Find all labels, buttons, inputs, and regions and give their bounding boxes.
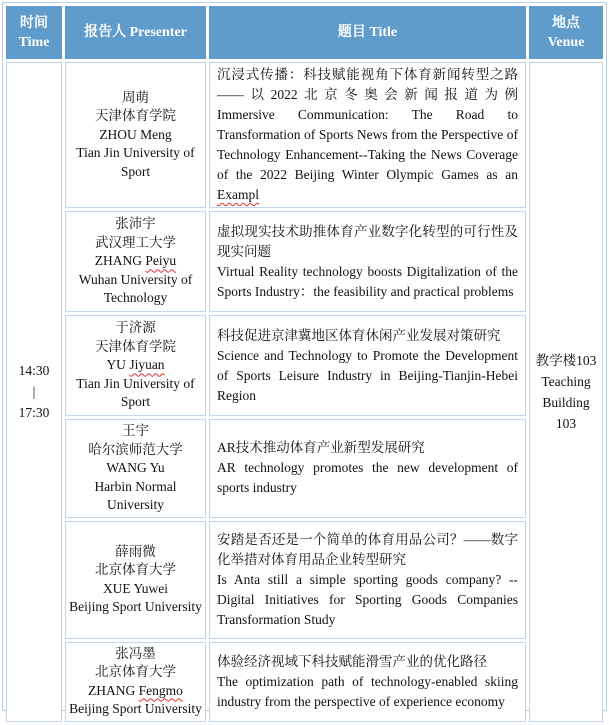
time-cell (6, 62, 62, 722)
time-start: 14:30 (18, 363, 50, 379)
table-row (6, 642, 603, 722)
presenter-org-zh: 武汉理工大学 (95, 234, 176, 250)
title-en-text: Science and Technology to Promote the Development of Sports Leisure Industry in Beijing-Tianjin-Hebei Region (217, 347, 518, 403)
title-en-text: Is Anta still a simple sporting goods company? -- Digital Initiatives for Sporting Goods Companies Transformation Study (217, 571, 518, 627)
presenter-name-zh: 王宇 (122, 423, 149, 438)
table-row (6, 315, 603, 416)
presenter-org-zh: 天津体育学院 (95, 338, 176, 354)
presenter-name-zh: 薛雨微 (115, 543, 156, 559)
venue-line2: Teaching (541, 373, 591, 389)
title-en-text: The optimization path of technology-enabled skiing industry from the perspective of experience economy (217, 673, 518, 709)
title-cell (209, 315, 526, 416)
presenter-name-en-text: XUE Yuwei (102, 580, 169, 596)
title-cell (209, 419, 526, 518)
title-en (217, 672, 518, 712)
header-presenter-label: 报告人 Presenter (84, 25, 187, 40)
presenter-name-en (69, 252, 202, 271)
presenter-name-en (69, 580, 202, 599)
title-zh: 沉浸式传播：科技赋能视角下体育新闻转型之路——以2022北京冬奥会新闻报道为例 (217, 67, 518, 102)
header-time-zh: 时间 (20, 15, 48, 31)
title-zh: 体验经济视域下科技赋能滑雪产业的优化路径 (217, 653, 487, 669)
header-time-en: Time (18, 34, 50, 50)
presenter-org-en: Harbin Normal University (94, 478, 177, 512)
venue-line3: Building 103 (542, 394, 590, 431)
title-en (217, 262, 518, 302)
time-separator: | (32, 384, 36, 400)
presenter-cell (65, 521, 206, 639)
presenter-name-en-text: ZHANG (88, 682, 139, 698)
presenter-cell (65, 419, 206, 518)
presenter-cell (65, 315, 206, 416)
table-row (6, 521, 603, 639)
title-en-text: Immersive Communication: The Road to Transformation of Sports News from the Perspective of Technology Enhancement--Taking the News Coverage of the 2022 Beijing Winter Olympic Games as an (217, 107, 518, 182)
column-header-title (209, 6, 526, 59)
title-en (217, 570, 518, 630)
title-cell (209, 521, 526, 639)
table-row (6, 419, 603, 518)
spellcheck-word: Peiyu (145, 253, 177, 269)
presenter-name-zh: 于济源 (115, 320, 156, 336)
table-row (6, 62, 603, 208)
presenter-name-zh: 张冯墨 (115, 645, 156, 661)
presenter-org-en: Wuhan University of Technology (78, 271, 193, 306)
presenter-name-en-text: YU (106, 357, 130, 373)
presenter-name-en (69, 126, 202, 145)
presenter-org-en: Beijing Sport University (69, 701, 202, 716)
presenter-name-zh: 周萌 (122, 89, 149, 105)
header-venue-en: Venue (547, 34, 585, 50)
conference-schedule-table (3, 3, 606, 725)
presenter-org-en: Tian Jin University of Sport (76, 375, 195, 410)
presenter-name-en-text: ZHANG (94, 253, 146, 269)
title-zh: 虚拟现实技术助推体育产业数字化转型的可行性及现实问题 (217, 223, 518, 259)
title-zh: AR技术推动体育产业新型发展研究 (217, 440, 425, 456)
presenter-org-zh: 北京体育大学 (95, 664, 176, 679)
presenter-cell (65, 62, 206, 208)
presenter-name-en (69, 356, 202, 375)
header-row (6, 6, 603, 59)
presenter-cell (65, 642, 206, 722)
title-zh: 安踏是否还是一个简单的体育用品公司？——数字化举措对体育用品企业转型研究 (217, 531, 518, 567)
title-en-text: Virtual Reality technology boosts Digitalization of the Sports Industry：the feasibility and practical problems (217, 263, 518, 299)
spellcheck-word: Jiyuan (129, 357, 165, 373)
title-cell (209, 62, 526, 208)
presenter-cell (65, 211, 206, 312)
title-cell (209, 642, 526, 722)
column-header-venue (529, 6, 603, 59)
spellcheck-word: Exampl (217, 187, 259, 202)
title-cell (209, 211, 526, 312)
venue-line1: 教学楼103 (535, 352, 597, 368)
presenter-org-en: Tian Jin University of Sport (76, 145, 195, 179)
spellcheck-word: Fengmo (138, 682, 183, 698)
presenter-name-en-text: ZHOU Meng (99, 126, 172, 142)
header-title-label: 题目 Title (337, 25, 398, 40)
title-zh: 科技促进京津冀地区体育休闲产业发展对策研究 (217, 327, 501, 343)
presenter-org-en: Beijing Sport University (69, 599, 202, 614)
presenter-name-en (69, 682, 202, 701)
title-en (217, 346, 518, 406)
header-venue-zh: 地点 (552, 15, 580, 31)
presenter-name-en-text: WANG Yu (106, 460, 165, 475)
column-header-time (6, 6, 62, 59)
title-en (217, 458, 518, 498)
venue-cell (529, 62, 603, 722)
presenter-name-en (69, 459, 202, 478)
time-end: 17:30 (18, 405, 50, 421)
schedule-table-frame (2, 2, 607, 716)
title-en-text: AR technology promotes the new development of sports industry (217, 460, 518, 496)
column-header-presenter (65, 6, 206, 59)
presenter-org-zh: 哈尔滨师范大学 (88, 441, 183, 457)
title-en (217, 105, 518, 205)
presenter-org-zh: 天津体育学院 (95, 108, 176, 124)
presenter-org-zh: 北京体育大学 (95, 562, 176, 577)
presenter-name-zh: 张沛宇 (115, 216, 156, 232)
table-row (6, 211, 603, 312)
